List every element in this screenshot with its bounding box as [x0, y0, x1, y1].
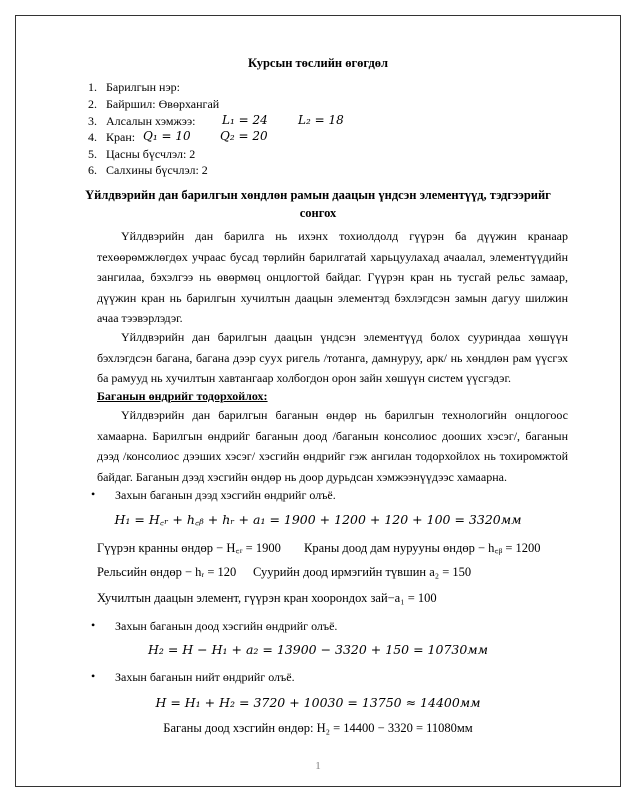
list-item: 3. Алсалын хэмжээ: — [88, 114, 196, 128]
bullet-dot: • — [91, 669, 96, 683]
list-item-math: Q₂ = 20 — [220, 129, 268, 143]
param-line: Гүүрэн кранны өндөр − H꜀ᵣ = 1900 — [97, 541, 281, 555]
bullet-text: Захын баганын нийт өндрийг олъё. — [115, 670, 295, 684]
page-number: 1 — [315, 760, 321, 772]
param-line: Суурийн доод ирмэгийн түвшин a₂ = 150 — [253, 565, 472, 579]
param-line: Рельсийн өндөр − hᵣ = 120 — [97, 565, 237, 579]
bullet-text: Захын баганын дээд хэсгийн өндрийг олъё. — [115, 488, 336, 502]
param-line: Хучилтын даацын элемент, гүүрэн кран хоорондох зай−a₁ = 100 — [97, 591, 437, 605]
list-item: 2. Байршил: Өвөрхангай — [88, 97, 220, 111]
equation: Баганы доод хэсгийн өндөр: H₂ = 14400 − 3320 = 11080мм — [163, 721, 473, 735]
list-item: 4. Кран: — [88, 130, 136, 144]
equation: H₁ = H꜀ᵣ + h꜀ᵦ + hᵣ + a₁ = 1900 + 1200 + 120 + 100 = 3320мм — [114, 512, 522, 527]
list-item-math: L₁ = 24 — [222, 113, 268, 127]
section-title-cont: сонгох — [299, 206, 337, 220]
paragraph: Үйлдвэрийн дан барилга нь ихэнх тохиолдолд гүүрэн ба дүүжин кранаар техөөрөмжлөгдөх учраас бусад төрлийн барилгатай харьцуулахад ачаалал, элементүүдийн зангилаа, бэхэлгээ нь өвөрмөц онцлогтой байдаг. Гүүрэн кран нь тусгай рельс замаар, дүүжин кран нь барилгын хучилтын даацын элементэд бэхлэгдсэн замын дагуу шилжин ачаа тээвэрлэдэг. — [97, 229, 568, 325]
list-item: 6. Салхины бүсчлэл: 2 — [88, 163, 208, 177]
list-item-math: Q₁ = 10 — [143, 129, 191, 143]
paragraph: Үйлдвэрийн дан барилгын баганын өндөр нь барилгын технологийн онцлогоос хамаарна. Барилгын өндрийг баганын доод /баганын консолиос дооших хэсэг/, баганын дээд /консолиос дээших хэсэг/ хэсгийн өндрийг гэж ангилан тодорхойлох нь тохиромжтой байдаг. Баганын дээд хэсгийн өндөр нь доор дурьдсан хэмжээнүүдээс хамаарна. — [97, 408, 568, 484]
document-title: Курсын төслийн өгөгдөл — [247, 56, 389, 70]
equation: H₂ = H − H₁ + a₂ = 13900 − 3320 + 150 = 10730мм — [147, 642, 489, 657]
list-item-math: L₂ = 18 — [298, 113, 344, 127]
section-title: Үйлдвэрийн дан барилгын хөндлөн рамын даацын үндсэн элементүүд, тэдгээрийг — [85, 188, 551, 202]
param-line: Краны доод дам нурууны өндөр − h꜀ᵦ = 1200 — [304, 541, 541, 555]
list-item: 5. Цасны бүсчлэл: 2 — [88, 147, 196, 161]
paragraph: Үйлдвэрийн дан барилгын даацын үндсэн элементүүд болох сууриндаа хөшүүн бэхлэгдсэн багана, багана дээр суух ригель /тотанга, дамнуруу, арк/ нь хөндлөн рам үүсгэх ба рамууд нь хучилтын хавтангаар холбогдон орон зайн хөшүүн систем үүсгэдэг. — [97, 330, 568, 385]
subheading: Баганын өндрийг тодорхойлох: — [97, 389, 268, 403]
equation: H = H₁ + H₂ = 3720 + 10030 = 13750 ≈ 14400мм — [155, 695, 481, 710]
list-item: 1. Барилгын нэр: — [88, 80, 180, 94]
bullet-text: Захын баганын доод хэсгийн өндрийг олъё. — [115, 619, 338, 633]
bullet-dot: • — [91, 487, 96, 501]
bullet-dot: • — [91, 618, 96, 632]
